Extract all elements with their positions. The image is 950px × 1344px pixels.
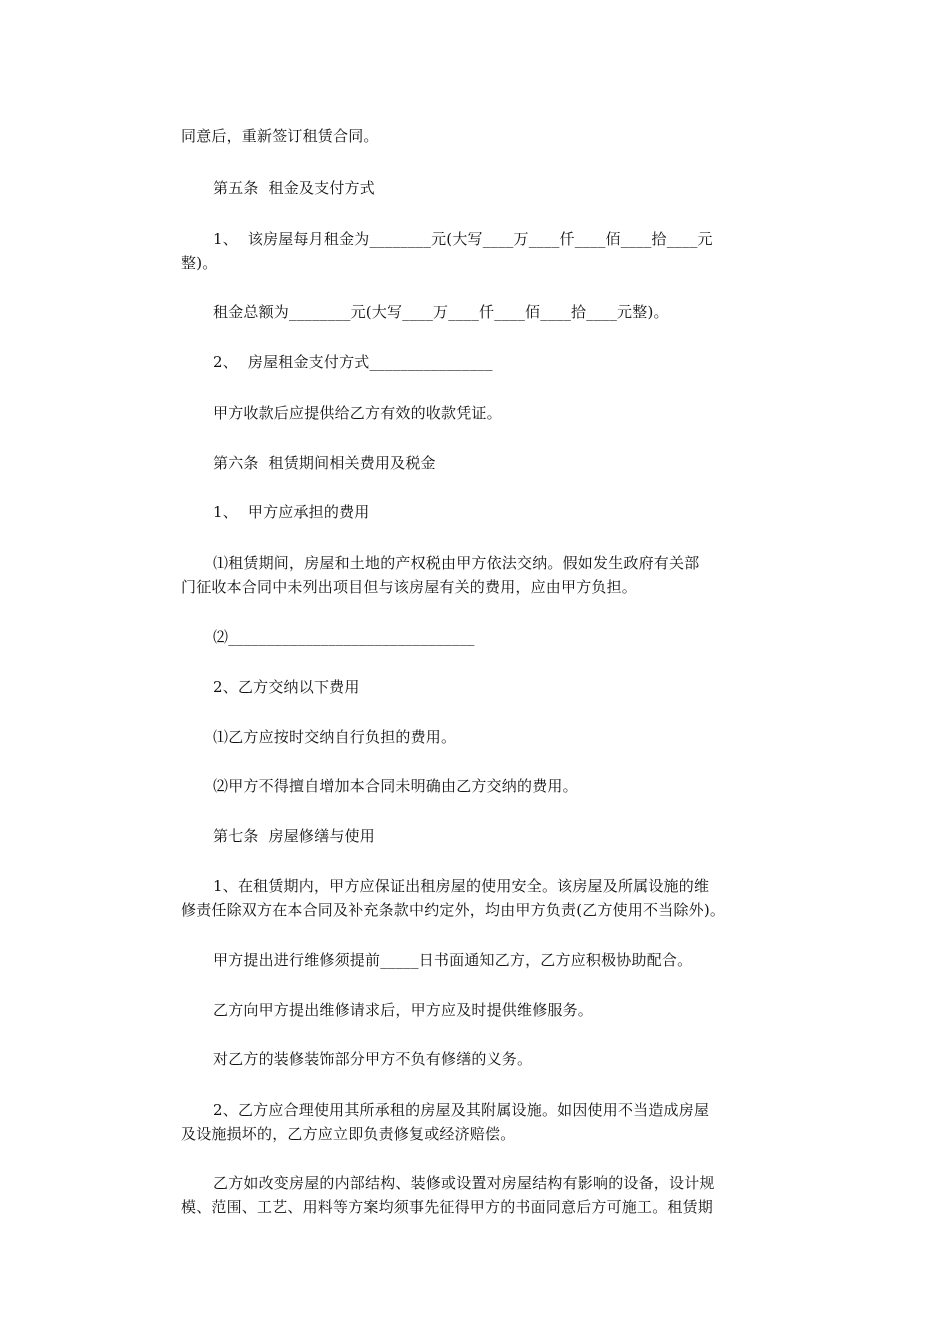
- section-heading: 第六条 租赁期间相关费用及税金: [213, 454, 436, 472]
- text-line: 门征收本合同中未列出项目但与该房屋有关的费用，应由甲方负担。: [181, 578, 638, 596]
- text-line: 甲方收款后应提供给乙方有效的收款凭证。: [213, 404, 502, 422]
- text-line: 1、 该房屋每月租金为________元(大写____万____仟____佰____拾____元: [213, 230, 713, 248]
- text-line: ⑵________________________________: [213, 628, 475, 646]
- text-line: 乙方如改变房屋的内部结构、装修或设置对房屋结构有影响的设备，设计规: [213, 1174, 715, 1192]
- text-line: 甲方提出进行维修须提前_____日书面通知乙方，乙方应积极协助配合。: [213, 951, 693, 969]
- text-line: ⑴租赁期间，房屋和土地的产权税由甲方依法交纳。假如发生政府有关部: [213, 554, 700, 572]
- text-line: ⑴乙方应按时交纳自行负担的费用。: [213, 728, 457, 746]
- text-line: 及设施损坏的，乙方应立即负责修复或经济赔偿。: [181, 1125, 516, 1143]
- section-heading: 第七条 房屋修缮与使用: [213, 827, 375, 845]
- text-line: 1、在租赁期内，甲方应保证出租房屋的使用安全。该房屋及所属设施的维: [213, 877, 710, 895]
- text-line: 2、 房屋租金支付方式________________: [213, 353, 493, 371]
- text-line: 乙方向甲方提出维修请求后，甲方应及时提供维修服务。: [213, 1001, 594, 1019]
- text-line: 整)。: [181, 254, 218, 272]
- text-line: ⑵甲方不得擅自增加本合同未明确由乙方交纳的费用。: [213, 777, 578, 795]
- text-line: 2、乙方应合理使用其所承租的房屋及其附属设施。如因使用不当造成房屋: [213, 1101, 710, 1119]
- text-line: 同意后，重新签订租赁合同。: [181, 127, 379, 145]
- text-line: 模、范围、工艺、用料等方案均须事先征得甲方的书面同意后方可施工。租赁期: [181, 1198, 714, 1216]
- text-line: 2、乙方交纳以下费用: [213, 678, 360, 696]
- section-heading: 第五条 租金及支付方式: [213, 179, 375, 197]
- text-line: 租金总额为________元(大写____万____仟____佰____拾____元整)。: [213, 303, 669, 321]
- text-line: 修责任除双方在本合同及补充条款中约定外，均由甲方负责(乙方使用不当除外)。: [181, 901, 726, 919]
- text-line: 对乙方的装修装饰部分甲方不负有修缮的义务。: [213, 1050, 533, 1068]
- text-line: 1、 甲方应承担的费用: [213, 503, 370, 521]
